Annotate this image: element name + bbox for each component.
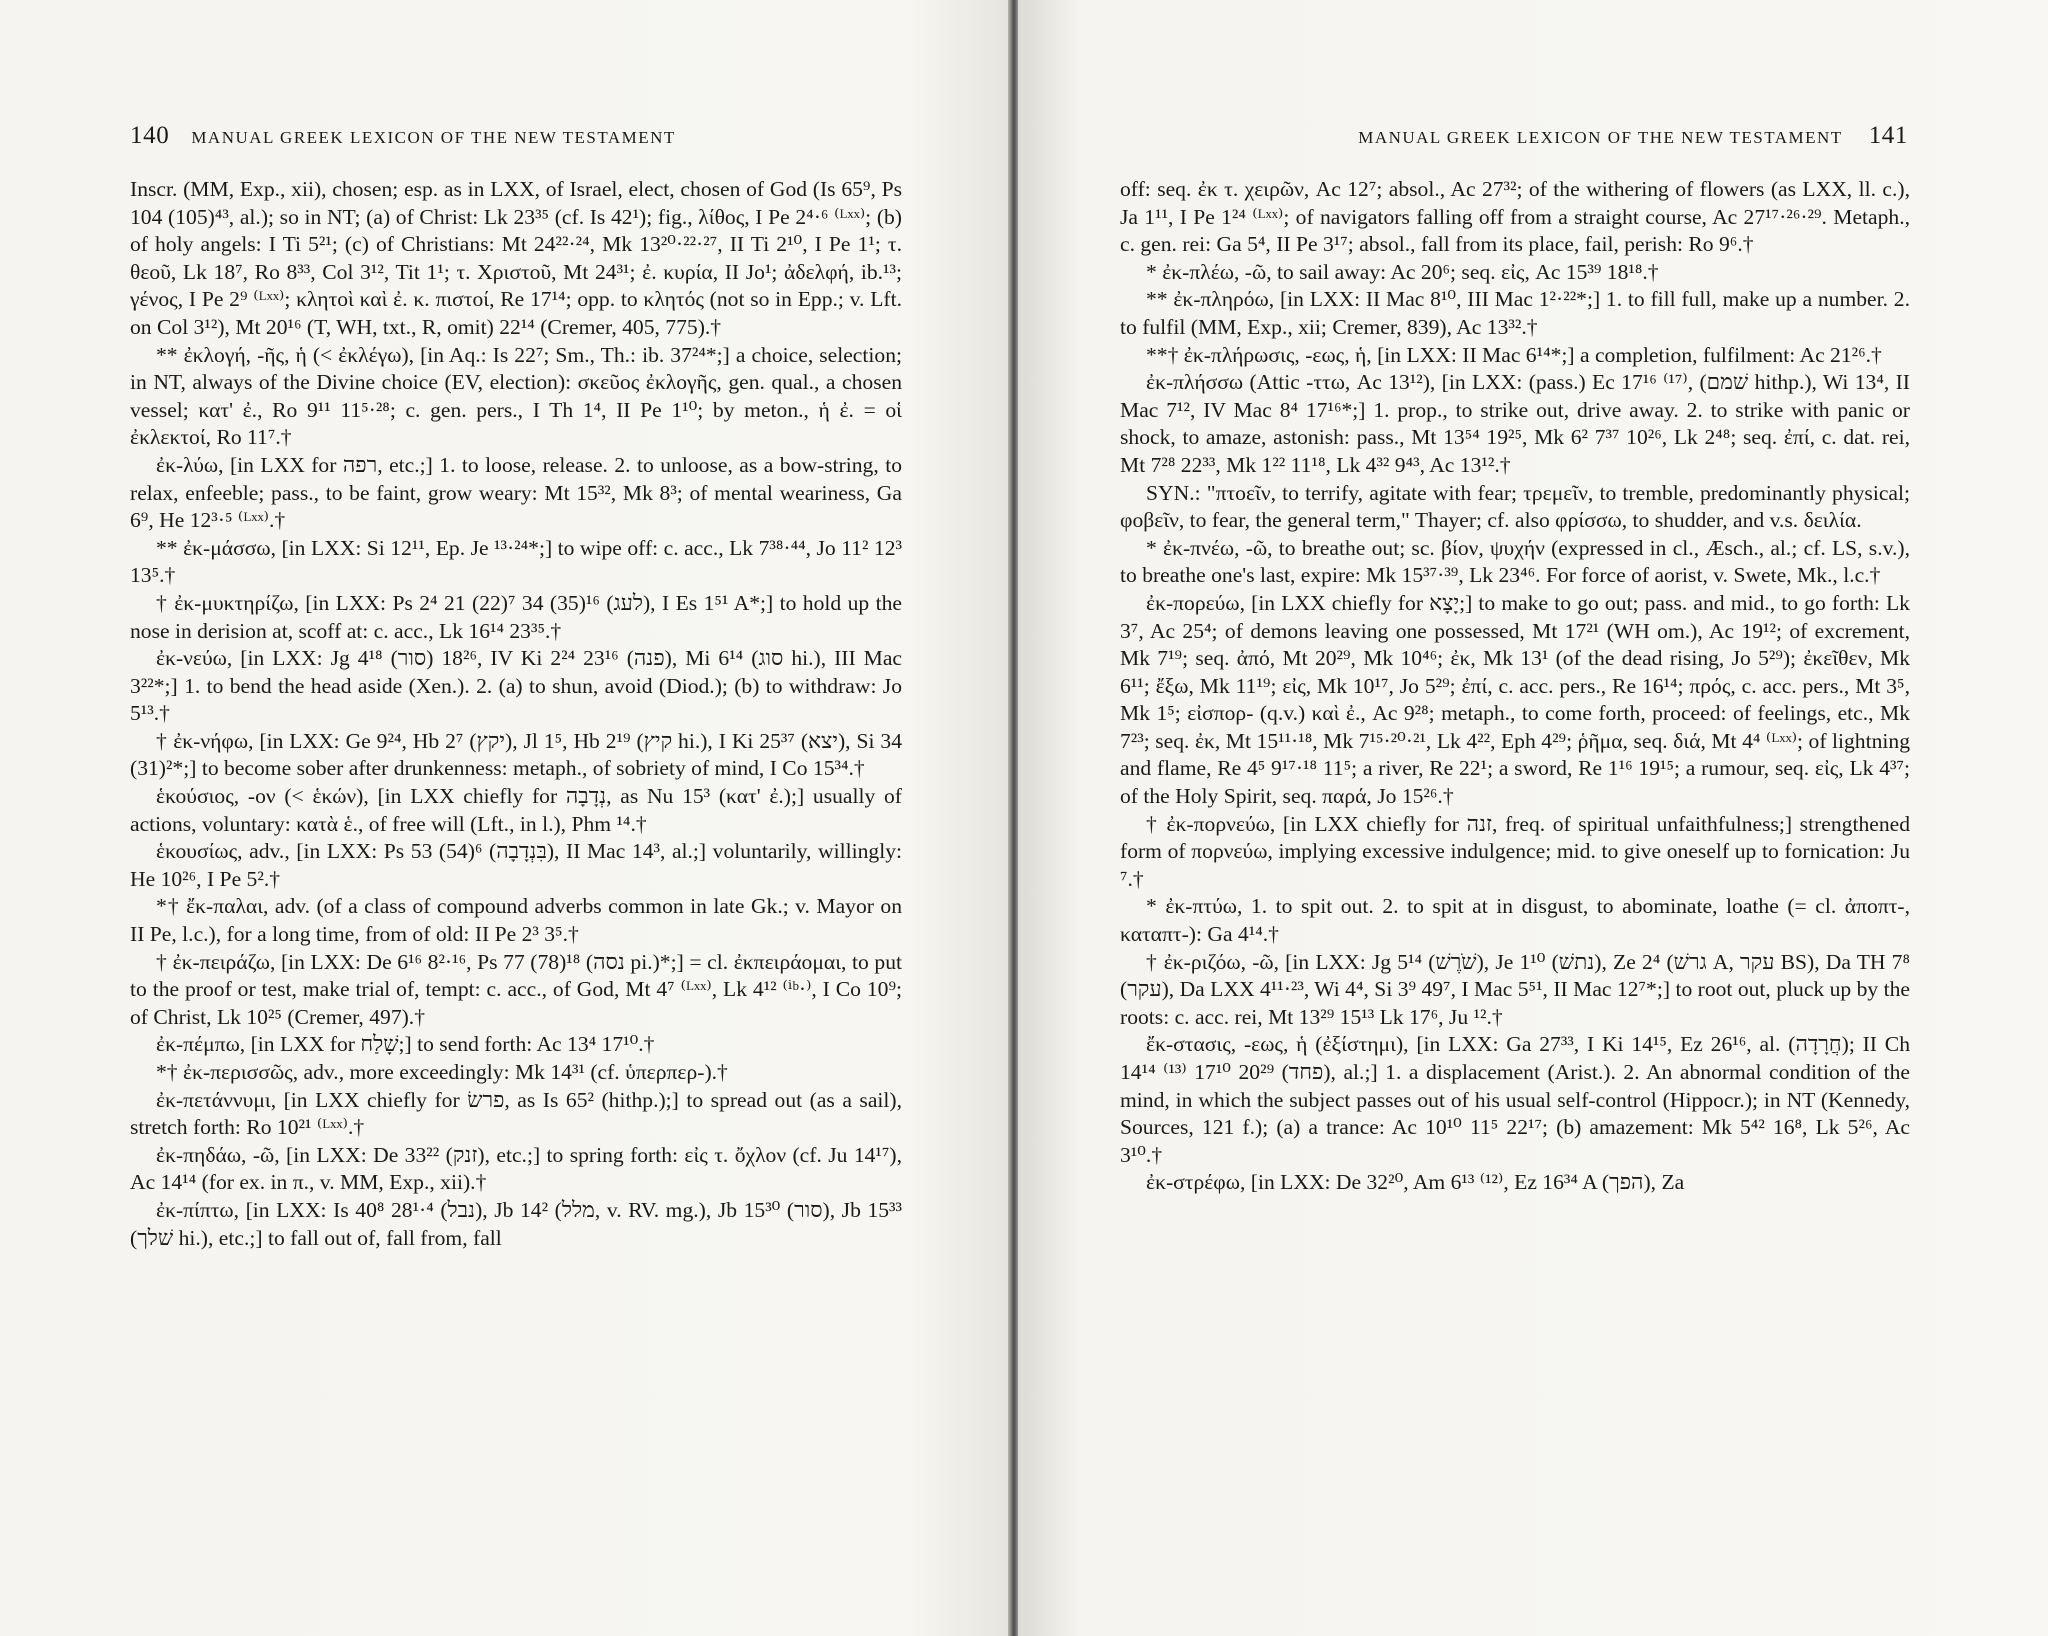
lexicon-entry: * ἐκ-πτύω, 1. to spit out. 2. to spit at in disgust, to abominate, loathe (= cl. ἀποπτ-, καταπτ-): Ga 4¹⁴.† [1120,894,1910,947]
running-head-title: MANUAL GREEK LEXICON OF THE NEW TESTAMENT [1358,128,1843,147]
right-page-text [1120,176,1910,1197]
lexicon-entry: ** ἐκ-μάσσω, [in LXX: Si 12¹¹, Ep. Je ¹³·²⁴*;] to wipe off: c. acc., Lk 7³⁸·⁴⁴, Jo 11² 12³ 13⁵.† [130,535,902,588]
lexicon-entry: ἐκ-λύω, [in LXX for רפה, etc.;] 1. to loose, release. 2. to unloose, as a bow-string, to relax, enfeeble; pass., to be faint, grow weary: Mt 15³², Mk 8³; of mental weariness, Ga 6⁹, He 12³·⁵ ⁽ᴸˣˣ⁾.† [130,452,902,533]
lexicon-entry: * ἐκ-πλέω, -ῶ, to sail away: Ac 20⁶; seq. εἰς, Ac 15³⁹ 18¹⁸.† [1146,259,1659,284]
lexicon-entry: ἐκ-στρέφω, [in LXX: De 32²⁰, Am 6¹³ ⁽¹²⁾, Ez 16³⁴ A (הפך), Za [1146,1170,1685,1195]
left-page-text [130,176,902,1252]
lexicon-entry: **† ἐκ-πλήρωσις, -εως, ἡ, [in LXX: II Mac 6¹⁴*;] a completion, fulfilment: Ac 21²⁶.† [1146,342,1882,367]
running-head-title: MANUAL GREEK LEXICON OF THE NEW TESTAMENT [191,128,676,147]
lexicon-entry: ** ἐκ-πληρόω, [in LXX: II Mac 8¹⁰, III Mac 1²·²²*;] 1. to fill full, make up a number. 2. to fulfil (MM, Exp., xii; Cremer, 839), Ac 13³².† [1120,287,1910,339]
continued-entry: off: seq. ἐκ τ. χειρῶν, Ac 12⁷; absol., Ac 27³²; of the withering of flowers (as LXX, ll. c.), Ja 1¹¹, I Pe 1²⁴ ⁽ᴸˣˣ⁾; of navigators falling off from a straight course, Ac 27¹⁷·²⁶·²⁹. Metaph., c. gen. rei: Ga 5⁴, II Pe 3¹⁷; absol., fall from its place, fail, perish: Ro 9⁶.† [1120,177,1910,257]
lexicon-entry: † ἐκ-ριζόω, -ῶ, [in LXX: Jg 5¹⁴ (שֹׁרֶשׁ), Je 1¹⁰ (נתשׁ), Ze 2⁴ (גרשׁ A, עקר BS), Da TH 7⁸ (עקר), Da LXX 4¹¹·²³, Wi 4⁴, Si 3⁹ 49⁷, I Mac 5⁵¹, II Mac 12⁷*;] to root out, pluck up by the roots: c. acc. rei, Mt 13²⁹ 15¹³ Lk 17⁶, Ju ¹².† [1120,949,1911,1029]
lexicon-entry: † ἐκ-μυκτηρίζω, [in LXX: Ps 2⁴ 21 (22)⁷ 34 (35)¹⁶ (לעג), I Es 1⁵¹ A*;] to hold up the nose in derision at, scoff at: c. acc., Lk 16¹⁴ 23³⁵.† [130,590,902,643]
lexicon-entry: † ἐκ-πορνεύω, [in LXX chiefly for זנה, freq. of spiritual unfaithfulness;] strengthened form of πορνεύω, implying excessive indulgence; mid. to give oneself up to fornication: Ju ⁷.† [1120,811,1911,891]
lexicon-entry: ἔκ-στασις, -εως, ἡ (ἐξίστημι), [in LXX: Ga 27³³, I Ki 14¹⁵, Ez 26¹⁶, al. (חֲרָדָה); II Ch 14¹⁴ ⁽¹³⁾ 17¹⁰ 20²⁹ (פחד), al.;] 1. a displacement (Arist.). 2. An abnormal condition of the mind, in which the subject passes out of his usual self-control (Hippocr.); in NT (Kennedy, Sources, 121 f.); (a) a trance: Ac 10¹⁰ 11⁵ 22¹⁷; (b) amazement: Mk 5⁴² 16⁸, Lk 5²⁶, Ac 3¹⁰.† [1120,1032,1911,1167]
lexicon-entry: ἐκ-πέμπω, [in LXX for שָׁלַח;] to send forth: Ac 13⁴ 17¹⁰.† [156,1032,655,1057]
left-running-head [130,122,830,156]
lexicon-entry: ἑκουσίως, adv., [in LXX: Ps 53 (54)⁶ (בִּנְדָבָה), II Mac 14³, al.;] voluntarily, willingly: He 10²⁶, I Pe 5².† [130,839,902,891]
lexicon-entry: † ἐκ-πειράζω, [in LXX: De 6¹⁶ 8²·¹⁶, Ps 77 (78)¹⁸ (נסה pi.)*;] = cl. ἐκπειράομαι, to put to the proof or test, make trial of, tempt: c. acc., of God, Mt 4⁷ ⁽ᴸˣˣ⁾, Lk 4¹² ⁽ⁱᵇ·⁾, I Co 10⁹; of Christ, Lk 10²⁵ (Cremer, 497).† [130,949,902,1029]
lexicon-entry: ἐκ-πετάννυμι, [in LXX chiefly for פרשׂ, as Is 65² (hithp.);] to spread out (as a sail), stretch forth: Ro 10²¹ ⁽ᴸˣˣ⁾.† [130,1087,902,1140]
lexicon-entry: ἑκούσιος, -ον (< ἑκών), [in LXX chiefly for נְדָבָה, as Nu 15³ (κατ' ἐ.);] usually of actions, voluntary: κατὰ ἑ., of free will (Lft., in l.), Phm ¹⁴.† [130,784,902,836]
lexicon-entry: ἐκ-πορεύω, [in LXX chiefly for יָצָא;] to make to go out; pass. and mid., to go forth: Lk 3⁷, Ac 25⁴; of demons leaving one possessed, Mt 17²¹ (WH om.), Ac 19¹²; of excrement, Mk 7¹⁹; seq. ἀπό, Mt 20²⁹, Mk 10⁴⁶; ἐκ, Mk 13¹ (of the dead rising, Jo 5²⁹); ἐκεῖθεν, Mk 6¹¹; ἔξω, Mk 11¹⁹; εἰς, Mk 10¹⁷, Jo 5²⁹; ἐπί, c. acc. pers., Re 16¹⁴; πρός, c. acc. pers., Mt 3⁵, Mk 1⁵; εἰσπορ- (q.v.) καὶ ἐ., Ac 9²⁸; metaph., to come forth, proceed: of feelings, etc., Mk 7²³; seq. ἐκ, Mt 15¹¹·¹⁸, Mk 7¹⁵·²⁰·²¹, Lk 4²², Eph 4²⁹; ῥῆμα, seq. διά, Mt 4⁴ ⁽ᴸˣˣ⁾; of lightning and flame, Re 4⁵ 9¹⁷·¹⁸ 11⁵; a river, Re 22¹; a sword, Re 1¹⁶ 19¹⁵; a rumour, seq. εἰς, Lk 4³⁷; of the Holy Spirit, seq. παρά, Jo 15²⁶.† [1120,590,1910,809]
lexicon-entry: *† ἔκ-παλαι, adv. (of a class of compound adverbs common in late Gk.; v. Mayor on II Pe, l.c.), for a long time, from of old: II Pe 2³ 3⁵.† [130,894,902,947]
lexicon-entry: *† ἐκ-περισσῶς, adv., more exceedingly: Mk 14³¹ (cf. ὑπερπερ-).† [156,1060,728,1084]
left-page [0,0,1010,1636]
page-number: 140 [130,122,170,149]
lexicon-entry: ἐκ-νεύω, [in LXX: Jg 4¹⁸ (סור) 18²⁶, IV Ki 2²⁴ 23¹⁶ (פנה), Mi 6¹⁴ (סוג hi.), III Mac 3²²*;] 1. to bend the head aside (Xen.). 2. (a) to shun, avoid (Diod.); (b) to withdraw: Jo 5¹³.† [130,646,903,726]
lexicon-entry: † ἐκ-νήφω, [in LXX: Ge 9²⁴, Hb 2⁷ (יקץ), Jl 1⁵, Hb 2¹⁹ (קיץ hi.), I Ki 25³⁷ (יצא), Si 34 (31)²*;] to become sober after drunkenness: metaph., of sobriety of mind, I Co 15³⁴.† [130,728,902,781]
lexicon-entry: ** ἐκλογή, -ῆς, ἡ (< ἐκλέγω), [in Aq.: Is 22⁷; Sm., Th.: ib. 37²⁴*;] a choice, selection; in NT, always of the Divine choice (EV, election): σκεῦος ἐκλογῆς, gen. qual., a chosen vessel; κατ' ἐ., Ro 9¹¹ 11⁵·²⁸; c. gen. pers., I Th 1⁴, II Pe 1¹⁰; by meton., ἡ ἐ. = οἱ ἐκλεκτοί, Ro 11⁷.† [130,342,902,450]
lexicon-entry: ἐκ-πίπτω, [in LXX: Is 40⁸ 28¹·⁴ (נבל), Jb 14² (מלל, v. RV. mg.), Jb 15³⁰ (סור), Jb 15³³ (שׁלך hi.), etc.;] to fall out of, fall from, fall [130,1197,902,1250]
page-number: 141 [1868,122,1908,149]
lexicon-entry: ἐκ-πλήσσω (Attic -ττω, Ac 13¹²), [in LXX: (pass.) Ec 17¹⁶ ⁽¹⁷⁾, (שׁמם hithp.), Wi 13⁴, II Mac 7¹², IV Mac 8⁴ 17¹⁶*;] 1. prop., to strike out, drive away. 2. to strike with panic or shock, to amaze, astonish: pass., Mt 13⁵⁴ 19²⁵, Mk 6² 7³⁷ 10²⁶, Lk 2⁴⁸; seq. ἐπί, c. dat. rei, Mt 7²⁸ 22³³, Mk 1²² 11¹⁸, Lk 4³² 9⁴³, Ac 13¹².† [1120,370,1911,477]
right-running-head [1208,122,1908,156]
lexicon-entry: * ἐκ-πνέω, -ῶ, to breathe out; sc. βίον, ψυχήν (expressed in cl., Æsch., al.; cf. LS, s.v.), to breathe one's last, expire: Mk 15³⁷·³⁹, Lk 23⁴⁶. For force of aorist, v. Swete, Mk., l.c.† [1120,535,1910,588]
continued-entry: Inscr. (MM, Exp., xii), chosen; esp. as in LXX, of Israel, elect, chosen of God (Is 65⁹, Ps 104 (105)⁴³, al.); so in NT; (a) of Christ: Lk 23³⁵ (cf. Is 42¹); fig., λίθος, I Pe 2⁴·⁶ ⁽ᴸˣˣ⁾; (b) of holy angels: I Ti 5²¹; (c) of Christians: Mt 24²²·²⁴, Mk 13²⁰·²²·²⁷, II Ti 2¹⁰, I Pe 1¹; τ. θεοῦ, Lk 18⁷, Ro 8³³, Col 3¹², Tit 1¹; τ. Χριστοῦ, Mt 24³¹; ἐ. κυρία, II Jo¹; ἀδελφή, ib.¹³; γένος, I Pe 2⁹ ⁽ᴸˣˣ⁾; κλητοὶ καὶ ἐ. κ. πιστοί, Re 17¹⁴; opp. to κλητός (not so in Epp.; v. Lft. on Col 3¹²), Mt 20¹⁶ (T, WH, txt., R, omit) 22¹⁴ (Cremer, 405, 775).† [130,177,902,339]
lexicon-entry: SYN.: "πτοεῖν, to terrify, agitate with fear; τρεμεῖν, to tremble, predominantly physical; φοβεῖν, to fear, the general term," Thayer; cf. also φρίσσω, to shudder, and v.s. δειλία. [1120,480,1910,533]
lexicon-entry: ἐκ-πηδάω, -ῶ, [in LXX: De 33²² (זנק), etc.;] to spring forth: εἰς τ. ὄχλον (cf. Ju 14¹⁷), Ac 14¹⁴ (for ex. in π., v. MM, Exp., xii).† [130,1142,902,1195]
right-page [1018,0,2048,1636]
